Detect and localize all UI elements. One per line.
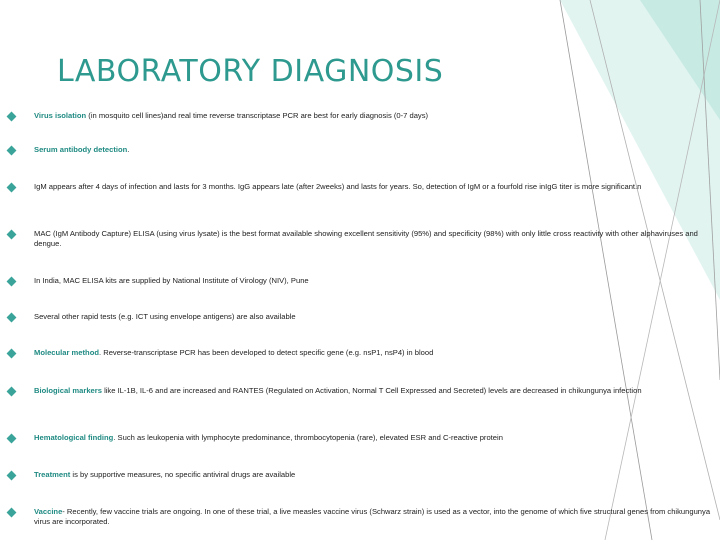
bullet-lead: Treatment — [34, 470, 71, 479]
bullet-rest: . Such as leukopenia with lymphocyte predominance, thrombocytopenia (rare), elevated ESR and C-reactive protein — [113, 433, 503, 442]
diamond-bullet-icon — [7, 146, 17, 156]
bullet-rest: MAC (IgM Antibody Capture) ELISA (using virus lysate) is the best format available showing excellent sensitivity (95%) and specificity (98%) with only little cross reactivity with other alphaviruses and dengue. — [34, 229, 698, 248]
diamond-bullet-icon — [7, 313, 17, 323]
diamond-bullet-icon — [7, 183, 17, 193]
bullet-rest: . Reverse-transcriptase PCR has been developed to detect specific gene (e.g. nsP1, nsP4) in blood — [98, 348, 434, 357]
bullet-text — [34, 229, 714, 248]
bullet-text — [34, 386, 714, 396]
bullet-text — [34, 182, 714, 192]
bullet-text — [34, 507, 714, 526]
bullet-rest: like IL-1B, IL-6 and are increased and RANTES (Regulated on Activation, Normal T Cell Expressed and Secreted) levels are decreased in chikungunya infection — [101, 386, 642, 395]
bullet-text — [34, 276, 714, 286]
bullet-rest: is by supportive measures, no specific antiviral drugs are available — [70, 470, 296, 479]
bullet-lead: Vaccine — [34, 507, 63, 516]
bullet-text — [34, 312, 714, 322]
bullet-lead: Molecular method — [34, 348, 99, 357]
bullet-lead: Serum antibody detection — [34, 145, 128, 154]
slide-title: LABORATORY DIAGNOSIS — [57, 54, 444, 89]
bullet-text — [34, 433, 714, 443]
bullet-text — [34, 348, 714, 358]
diamond-bullet-icon — [7, 508, 17, 518]
bullet-lead: Biological markers — [34, 386, 102, 395]
bullet-rest: IgM appears after 4 days of infection and lasts for 3 months. IgG appears late (after 2weeks) and lasts for years. So, detection of IgM or a fourfold rise inIgG titer is more significant.n — [34, 182, 642, 191]
diamond-bullet-icon — [7, 277, 17, 287]
bullet-rest: (in mosquito cell lines)and real time reverse transcriptase PCR are best for early diagnosis (0-7 days) — [86, 111, 429, 120]
diamond-bullet-icon — [7, 230, 17, 240]
diamond-bullet-icon — [7, 112, 17, 122]
bullet-rest: Several other rapid tests (e.g. ICT using envelope antigens) are also available — [34, 312, 296, 321]
diamond-bullet-icon — [7, 471, 17, 481]
diamond-bullet-icon — [7, 349, 17, 359]
diamond-bullet-icon — [7, 434, 17, 444]
bullet-text — [34, 111, 714, 121]
bullet-rest: - Recently, few vaccine trials are ongoing. In one of these trial, a live measles vaccine virus (Schwarz strain) is used as a vector, into the genome of which five structural genes from chikungunya virus are incorporated. — [34, 507, 711, 526]
bullet-text — [34, 470, 714, 480]
bullet-lead: Virus isolation — [34, 111, 87, 120]
bullet-text — [34, 145, 714, 155]
bullet-rest: In India, MAC ELISA kits are supplied by National Institute of Virology (NIV), Pune — [34, 276, 309, 285]
bullet-rest: . — [127, 145, 130, 154]
bullet-lead: Hematological finding — [34, 433, 114, 442]
diamond-bullet-icon — [7, 387, 17, 397]
